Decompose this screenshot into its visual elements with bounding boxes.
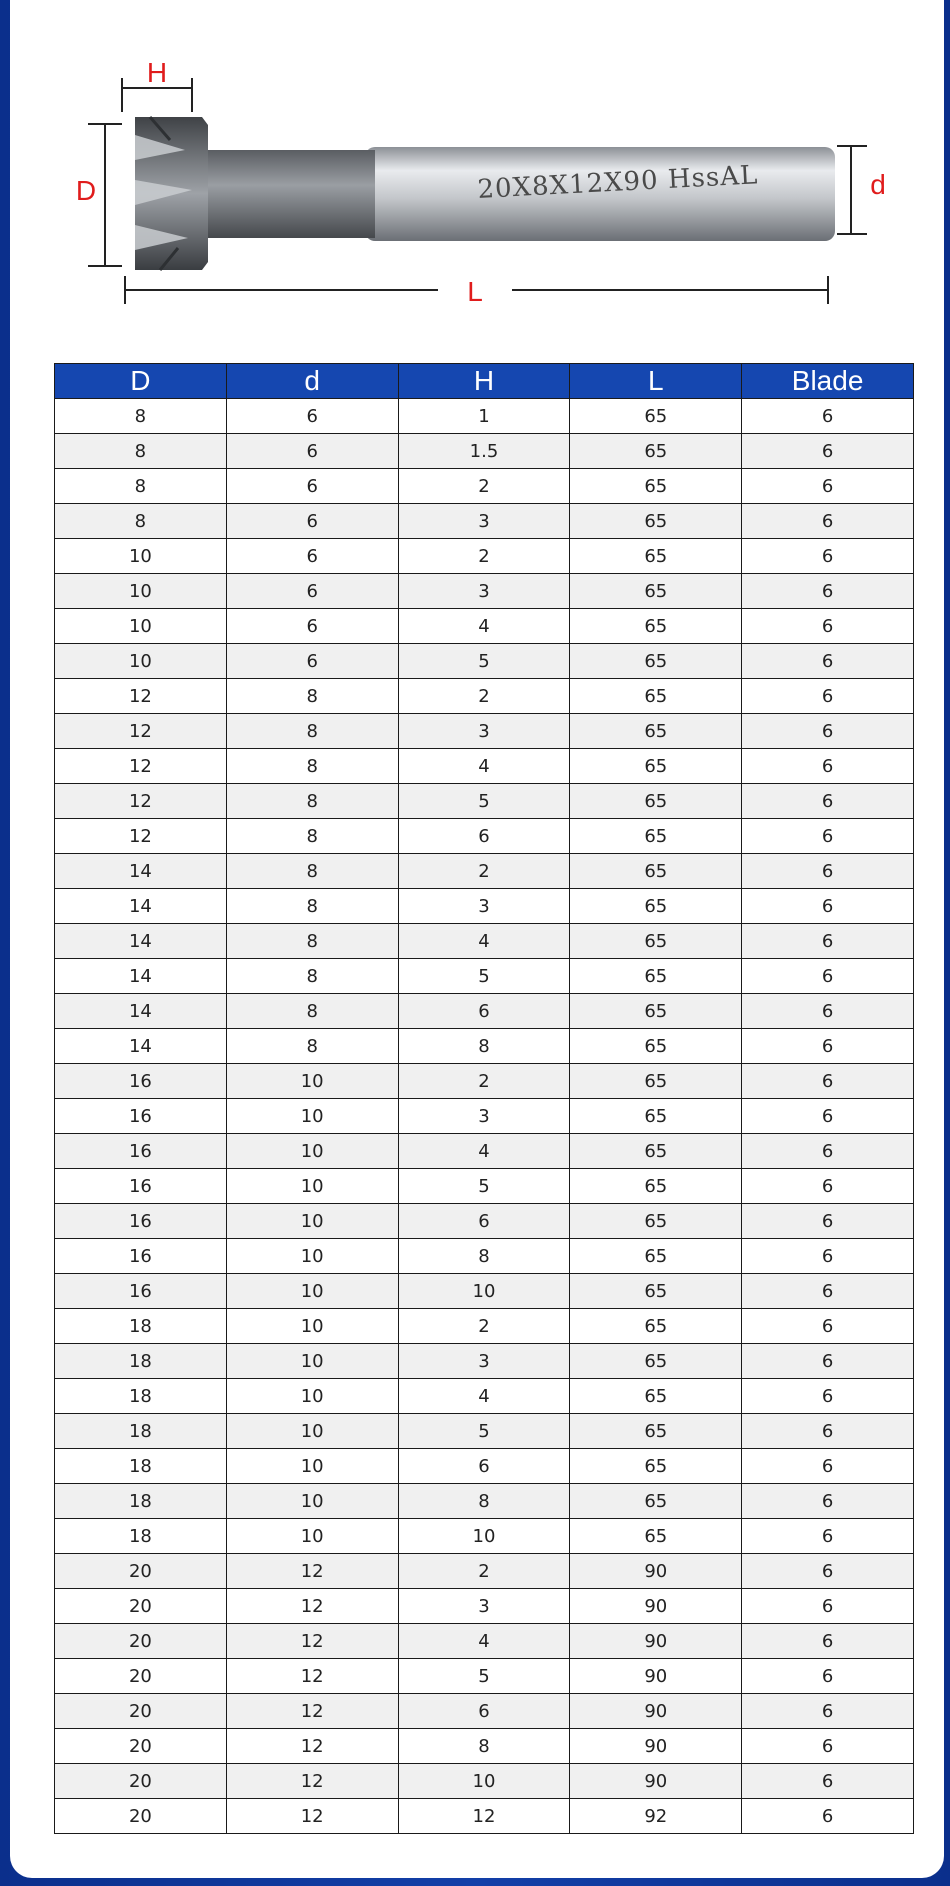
table-cell: 65	[570, 399, 742, 434]
table-cell: 6	[742, 1344, 914, 1379]
table-cell: 12	[55, 714, 227, 749]
table-row	[55, 609, 914, 644]
table-cell: 6	[742, 1169, 914, 1204]
table-cell: 6	[398, 1449, 570, 1484]
table-row	[55, 1099, 914, 1134]
table-cell: 92	[570, 1799, 742, 1834]
table-cell: 6	[742, 1449, 914, 1484]
table-cell: 18	[55, 1484, 227, 1519]
table-row	[55, 1659, 914, 1694]
table-cell: 8	[226, 1029, 398, 1064]
table-cell: 65	[570, 1274, 742, 1309]
table-cell: 6	[742, 574, 914, 609]
table-cell: 4	[398, 1379, 570, 1414]
table-cell: 3	[398, 504, 570, 539]
table-cell: 10	[226, 1099, 398, 1134]
table-cell: 16	[55, 1099, 227, 1134]
table-cell: 90	[570, 1659, 742, 1694]
table-row	[55, 1554, 914, 1589]
table-cell: 3	[398, 889, 570, 924]
table-cell: 18	[55, 1344, 227, 1379]
table-cell: 6	[742, 1309, 914, 1344]
table-cell: 18	[55, 1414, 227, 1449]
table-cell: 90	[570, 1624, 742, 1659]
table-row	[55, 1414, 914, 1449]
table-row	[55, 819, 914, 854]
table-cell: 8	[398, 1729, 570, 1764]
cutter-diagram	[10, 0, 944, 340]
table-cell: 5	[398, 1169, 570, 1204]
table-cell: 2	[398, 469, 570, 504]
table-cell: 6	[742, 1589, 914, 1624]
table-cell: 6	[226, 539, 398, 574]
table-cell: 16	[55, 1274, 227, 1309]
table-cell: 16	[55, 1134, 227, 1169]
table-cell: 6	[398, 1204, 570, 1239]
table-cell: 14	[55, 1029, 227, 1064]
table-cell: 1	[398, 399, 570, 434]
table-cell: 90	[570, 1764, 742, 1799]
table-cell: 10	[226, 1449, 398, 1484]
table-cell: 10	[226, 1344, 398, 1379]
table-cell: 65	[570, 1064, 742, 1099]
table-cell: 14	[55, 889, 227, 924]
table-cell: 3	[398, 1344, 570, 1379]
table-cell: 16	[55, 1204, 227, 1239]
table-row	[55, 1694, 914, 1729]
table-row	[55, 1029, 914, 1064]
table-header-row	[55, 364, 914, 399]
table-cell: 6	[226, 469, 398, 504]
table-cell: 10	[226, 1064, 398, 1099]
table-cell: 10	[55, 644, 227, 679]
table-row	[55, 1624, 914, 1659]
table-cell: 90	[570, 1694, 742, 1729]
table-row	[55, 1519, 914, 1554]
table-cell: 4	[398, 749, 570, 784]
table-cell: 65	[570, 784, 742, 819]
table-cell: 6	[742, 1799, 914, 1834]
table-cell: 6	[742, 1274, 914, 1309]
table-row	[55, 994, 914, 1029]
table-cell: 65	[570, 1449, 742, 1484]
table-cell: 6	[742, 504, 914, 539]
tool-neck	[205, 150, 375, 238]
table-cell: 16	[55, 1169, 227, 1204]
table-cell: 12	[55, 679, 227, 714]
table-cell: 16	[55, 1064, 227, 1099]
table-cell: 8	[226, 819, 398, 854]
table-cell: 12	[226, 1729, 398, 1764]
table-cell: 65	[570, 1484, 742, 1519]
table-cell: 8	[55, 434, 227, 469]
table-cell: 65	[570, 679, 742, 714]
table-cell: 12	[226, 1764, 398, 1799]
table-cell: 10	[226, 1309, 398, 1344]
table-cell: 8	[55, 504, 227, 539]
table-cell: 6	[742, 1204, 914, 1239]
table-cell: 6	[226, 609, 398, 644]
table-cell: 8	[226, 714, 398, 749]
table-cell: 4	[398, 1134, 570, 1169]
table-cell: 8	[226, 854, 398, 889]
spec-table	[54, 363, 914, 1834]
table-cell: 5	[398, 959, 570, 994]
table-cell: 65	[570, 1414, 742, 1449]
table-cell: 6	[742, 959, 914, 994]
table-cell: 6	[742, 889, 914, 924]
column-header-h: H	[398, 364, 570, 399]
table-cell: 2	[398, 1309, 570, 1344]
table-cell: 4	[398, 1624, 570, 1659]
table-cell: 6	[742, 609, 914, 644]
table-cell: 10	[55, 539, 227, 574]
table-cell: 20	[55, 1764, 227, 1799]
dimension-l-label: L	[467, 276, 483, 307]
table-cell: 6	[742, 749, 914, 784]
table-cell: 90	[570, 1554, 742, 1589]
table-row	[55, 1589, 914, 1624]
table-row	[55, 1484, 914, 1519]
table-cell: 14	[55, 994, 227, 1029]
table-cell: 2	[398, 679, 570, 714]
column-header-blade: Blade	[742, 364, 914, 399]
table-cell: 10	[226, 1274, 398, 1309]
table-cell: 2	[398, 1064, 570, 1099]
table-cell: 6	[742, 1029, 914, 1064]
table-cell: 5	[398, 1659, 570, 1694]
table-cell: 12	[226, 1694, 398, 1729]
table-row	[55, 1274, 914, 1309]
table-cell: 6	[226, 574, 398, 609]
table-cell: 12	[226, 1554, 398, 1589]
table-cell: 10	[226, 1239, 398, 1274]
table-row	[55, 1134, 914, 1169]
table-cell: 3	[398, 714, 570, 749]
table-cell: 65	[570, 1204, 742, 1239]
table-cell: 6	[742, 1729, 914, 1764]
table-cell: 6	[742, 1379, 914, 1414]
table-cell: 90	[570, 1589, 742, 1624]
table-cell: 65	[570, 504, 742, 539]
column-header-l: L	[570, 364, 742, 399]
table-cell: 14	[55, 854, 227, 889]
table-row	[55, 469, 914, 504]
table-cell: 65	[570, 1309, 742, 1344]
table-cell: 8	[226, 889, 398, 924]
dimension-small-d-label: d	[870, 169, 886, 200]
table-cell: 65	[570, 994, 742, 1029]
table-row	[55, 1379, 914, 1414]
table-cell: 6	[742, 1064, 914, 1099]
table-cell: 16	[55, 1239, 227, 1274]
column-header-d-outer: D	[55, 364, 227, 399]
table-cell: 65	[570, 924, 742, 959]
table-cell: 6	[742, 1484, 914, 1519]
etched-marking: 20X8X12X90 HssAL	[476, 160, 759, 205]
dimension-small-d	[837, 146, 867, 234]
table-cell: 6	[742, 644, 914, 679]
table-cell: 3	[398, 574, 570, 609]
table-cell: 4	[398, 609, 570, 644]
table-cell: 10	[398, 1274, 570, 1309]
table-cell: 6	[742, 1519, 914, 1554]
table-cell: 10	[226, 1134, 398, 1169]
table-cell: 6	[742, 1414, 914, 1449]
table-row	[55, 1064, 914, 1099]
table-cell: 6	[742, 1239, 914, 1274]
table-cell: 6	[226, 399, 398, 434]
table-row	[55, 1799, 914, 1834]
table-cell: 20	[55, 1659, 227, 1694]
table-cell: 12	[55, 784, 227, 819]
table-cell: 10	[398, 1519, 570, 1554]
table-row	[55, 399, 914, 434]
table-cell: 65	[570, 819, 742, 854]
table-cell: 65	[570, 434, 742, 469]
table-row	[55, 1449, 914, 1484]
table-cell: 8	[398, 1484, 570, 1519]
table-cell: 6	[742, 434, 914, 469]
table-row	[55, 889, 914, 924]
table-cell: 6	[742, 714, 914, 749]
table-cell: 65	[570, 1029, 742, 1064]
table-cell: 65	[570, 539, 742, 574]
table-cell: 3	[398, 1099, 570, 1134]
table-cell: 18	[55, 1519, 227, 1554]
table-cell: 65	[570, 889, 742, 924]
table-cell: 65	[570, 1099, 742, 1134]
table-cell: 6	[742, 1624, 914, 1659]
table-cell: 10	[226, 1484, 398, 1519]
table-cell: 20	[55, 1729, 227, 1764]
table-cell: 6	[742, 469, 914, 504]
table-cell: 8	[398, 1029, 570, 1064]
table-cell: 2	[398, 1554, 570, 1589]
table-cell: 3	[398, 1589, 570, 1624]
table-cell: 65	[570, 749, 742, 784]
table-cell: 65	[570, 1344, 742, 1379]
table-row	[55, 1309, 914, 1344]
table-cell: 2	[398, 854, 570, 889]
table-row	[55, 504, 914, 539]
table-cell: 12	[226, 1624, 398, 1659]
table-cell: 6	[742, 1764, 914, 1799]
table-cell: 18	[55, 1379, 227, 1414]
table-cell: 12	[55, 819, 227, 854]
table-cell: 65	[570, 609, 742, 644]
table-cell: 12	[226, 1659, 398, 1694]
table-cell: 18	[55, 1309, 227, 1344]
table-cell: 2	[398, 539, 570, 574]
table-cell: 12	[398, 1799, 570, 1834]
table-cell: 20	[55, 1589, 227, 1624]
table-cell: 65	[570, 959, 742, 994]
table-row	[55, 574, 914, 609]
table-cell: 1.5	[398, 434, 570, 469]
table-cell: 6	[226, 644, 398, 679]
table-cell: 8	[55, 399, 227, 434]
table-cell: 10	[398, 1764, 570, 1799]
table-row	[55, 1169, 914, 1204]
table-cell: 14	[55, 924, 227, 959]
table-row	[55, 714, 914, 749]
table-row	[55, 539, 914, 574]
dimension-big-d-label: D	[75, 175, 97, 206]
table-cell: 6	[742, 1694, 914, 1729]
table-cell: 8	[226, 749, 398, 784]
table-cell: 8	[226, 924, 398, 959]
table-cell: 20	[55, 1554, 227, 1589]
table-cell: 8	[226, 959, 398, 994]
table-cell: 20	[55, 1624, 227, 1659]
table-cell: 90	[570, 1729, 742, 1764]
table-cell: 65	[570, 1379, 742, 1414]
table-cell: 6	[742, 1554, 914, 1589]
table-cell: 6	[742, 994, 914, 1029]
table-cell: 65	[570, 1169, 742, 1204]
table-row	[55, 924, 914, 959]
table-row	[55, 784, 914, 819]
table-body	[55, 399, 914, 1834]
table-cell: 12	[226, 1589, 398, 1624]
column-header-d-shank: d	[226, 364, 398, 399]
table-row	[55, 1204, 914, 1239]
table-cell: 8	[226, 994, 398, 1029]
table-cell: 6	[742, 399, 914, 434]
table-cell: 10	[226, 1379, 398, 1414]
table-cell: 10	[226, 1204, 398, 1239]
table-cell: 12	[226, 1799, 398, 1834]
table-cell: 10	[55, 574, 227, 609]
table-cell: 20	[55, 1799, 227, 1834]
table-cell: 65	[570, 854, 742, 889]
table-cell: 6	[742, 1659, 914, 1694]
table-cell: 6	[742, 1134, 914, 1169]
table-row	[55, 1239, 914, 1274]
table-cell: 6	[742, 679, 914, 714]
table-cell: 65	[570, 1239, 742, 1274]
table-cell: 10	[55, 609, 227, 644]
table-cell: 14	[55, 959, 227, 994]
table-cell: 10	[226, 1169, 398, 1204]
table-cell: 6	[398, 1694, 570, 1729]
table-cell: 8	[398, 1239, 570, 1274]
table-cell: 6	[742, 1099, 914, 1134]
table-cell: 12	[55, 749, 227, 784]
table-row	[55, 679, 914, 714]
table-cell: 5	[398, 1414, 570, 1449]
dimension-h-label: H	[146, 57, 168, 88]
table-row	[55, 1344, 914, 1379]
table-cell: 20	[55, 1694, 227, 1729]
table-cell: 10	[226, 1414, 398, 1449]
table-cell: 6	[398, 819, 570, 854]
table-row	[55, 644, 914, 679]
table-cell: 6	[742, 539, 914, 574]
table-cell: 6	[226, 434, 398, 469]
table-cell: 6	[398, 994, 570, 1029]
table-cell: 6	[742, 784, 914, 819]
table-row	[55, 1729, 914, 1764]
table-row	[55, 749, 914, 784]
table-cell: 65	[570, 1134, 742, 1169]
table-row	[55, 434, 914, 469]
table-cell: 8	[226, 679, 398, 714]
table-cell: 5	[398, 644, 570, 679]
table-cell: 6	[226, 504, 398, 539]
table-cell: 5	[398, 784, 570, 819]
table-cell: 6	[742, 854, 914, 889]
product-card	[10, 0, 944, 1878]
table-cell: 65	[570, 1519, 742, 1554]
table-cell: 65	[570, 644, 742, 679]
table-cell: 65	[570, 714, 742, 749]
table-cell: 65	[570, 469, 742, 504]
table-cell: 10	[226, 1519, 398, 1554]
table-row	[55, 854, 914, 889]
table-row	[55, 959, 914, 994]
table-row	[55, 1764, 914, 1799]
table-cell: 18	[55, 1449, 227, 1484]
table-cell: 4	[398, 924, 570, 959]
table-cell: 8	[55, 469, 227, 504]
table-cell: 6	[742, 819, 914, 854]
table-cell: 65	[570, 574, 742, 609]
table-cell: 8	[226, 784, 398, 819]
table-cell: 6	[742, 924, 914, 959]
